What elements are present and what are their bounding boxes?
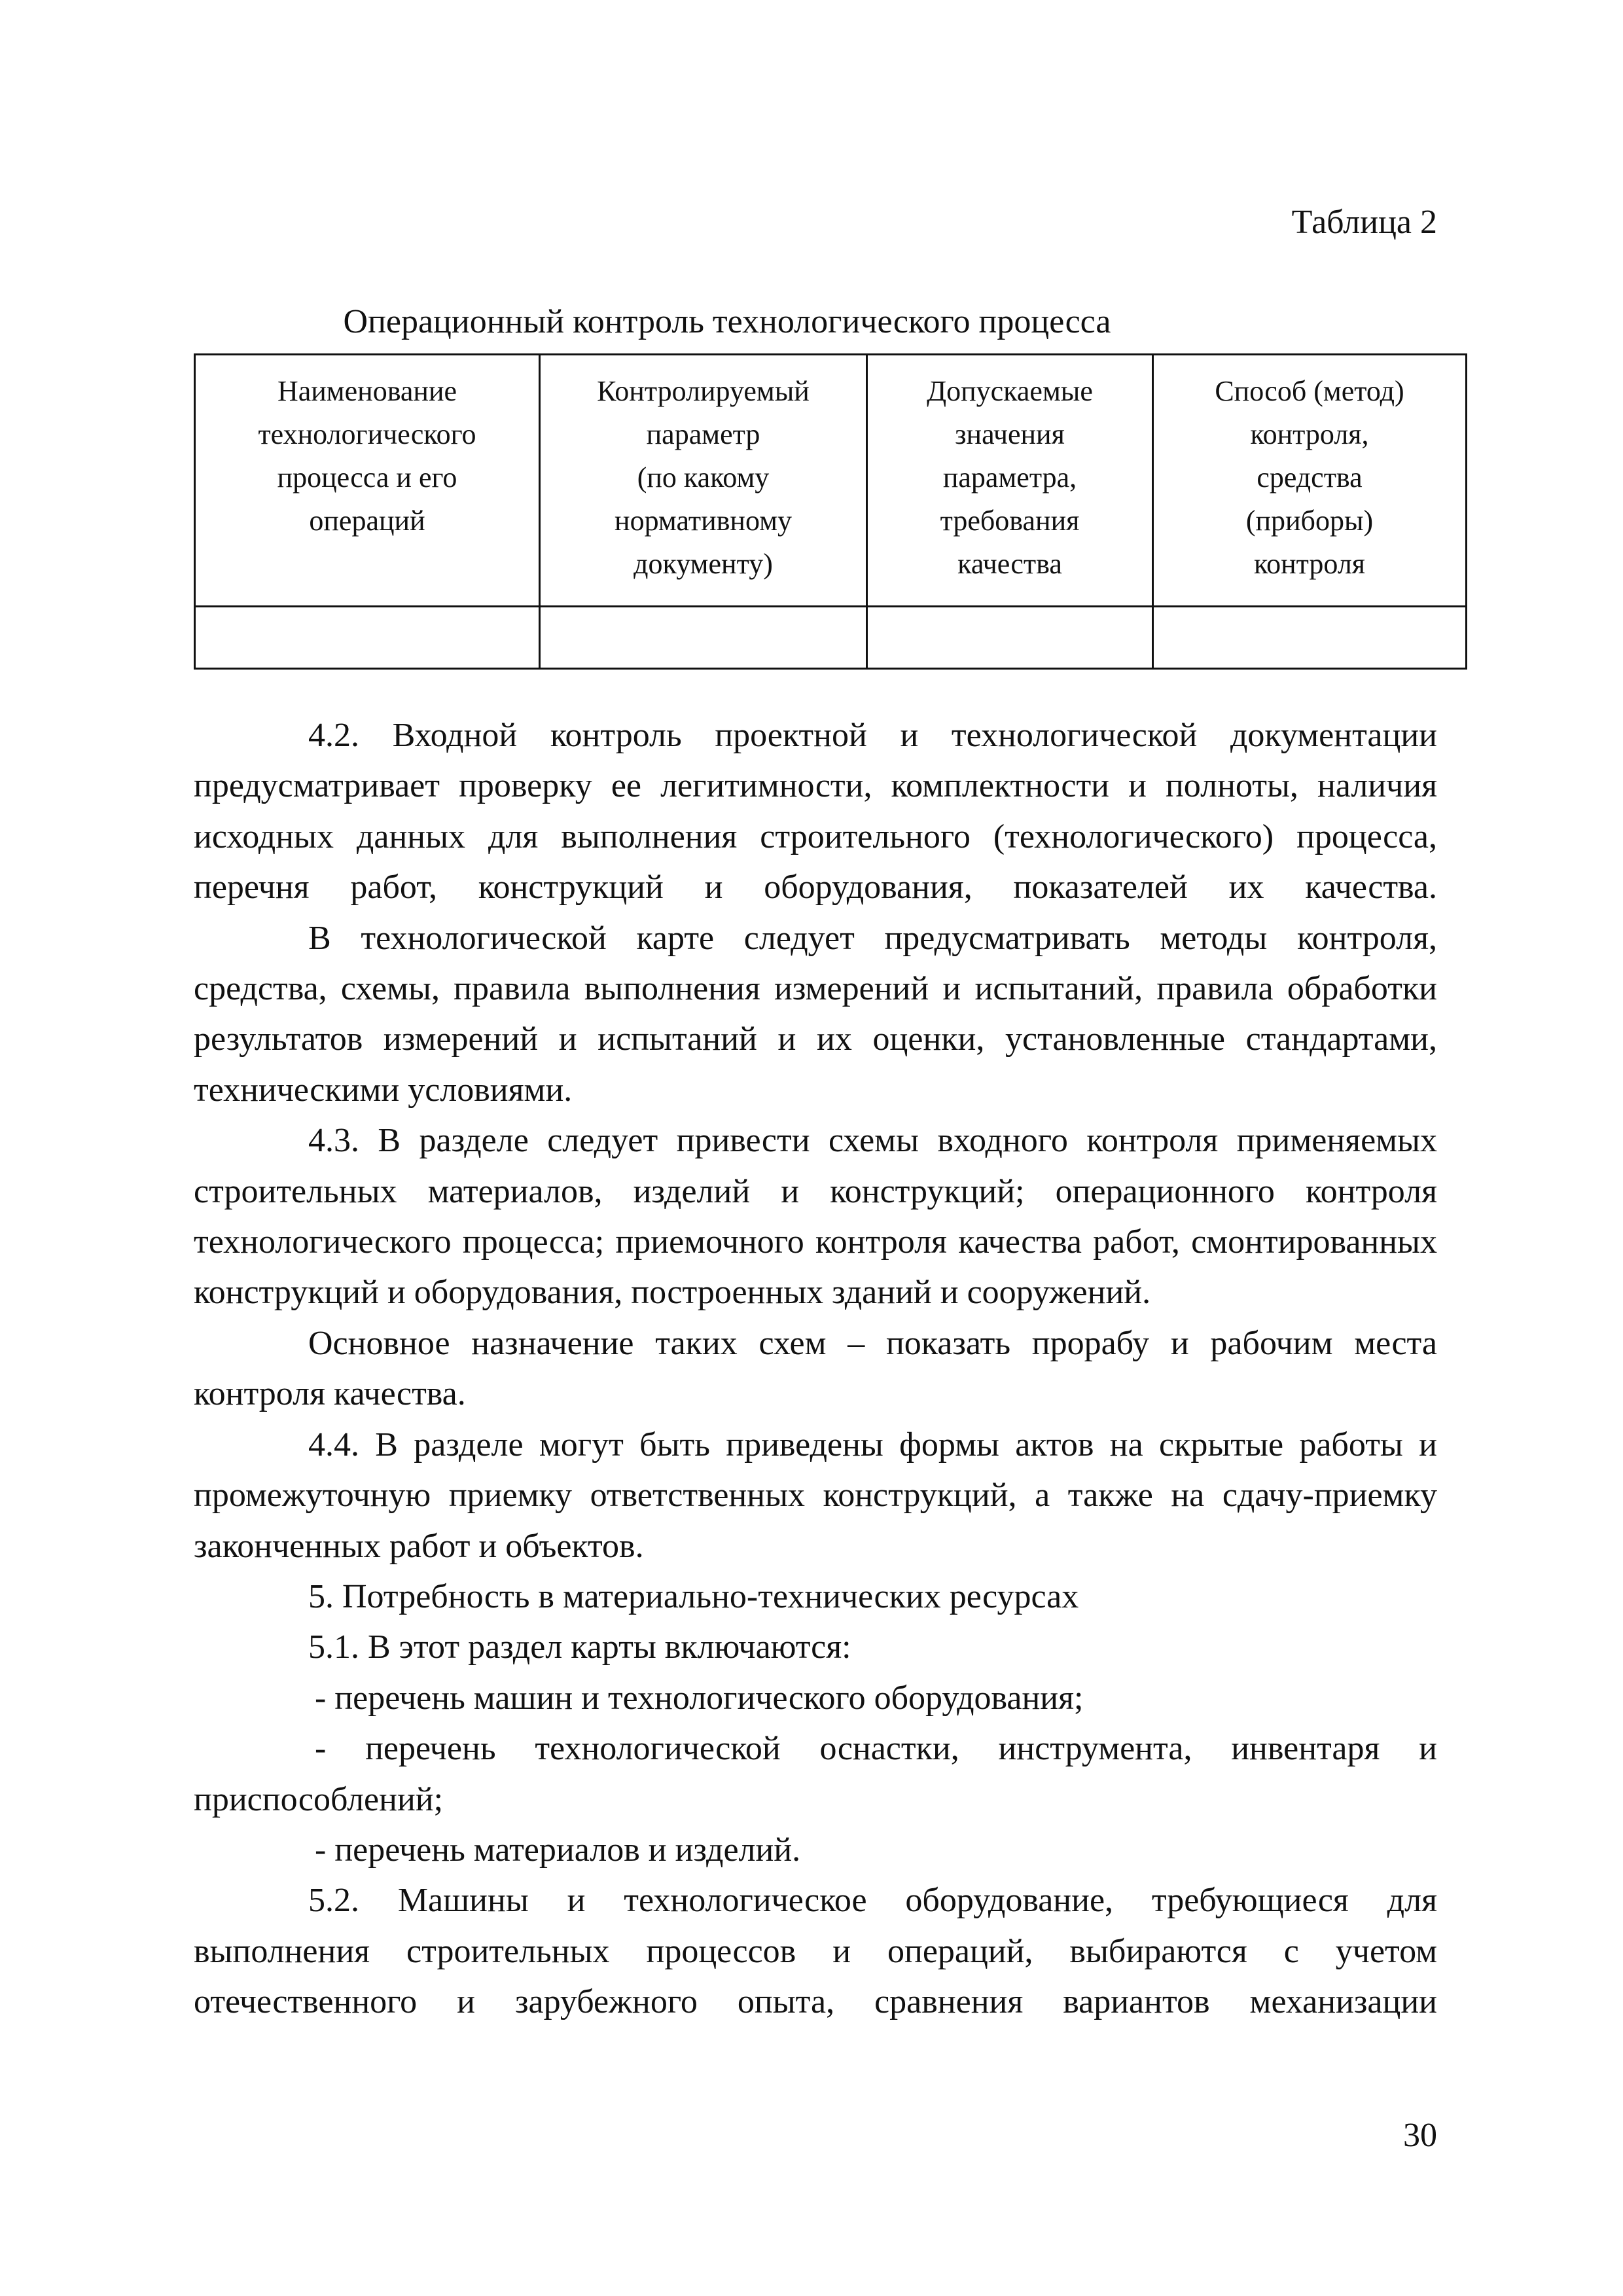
paragraph-5-1: 5.1. В этот раздел карты включаются: — [308, 1628, 851, 1666]
header-text: требования — [940, 505, 1080, 537]
paragraph-methods: В технологической карте следует предусматривать методы контроля, средства, схемы, правила выполнения измерений и испытаний, правила обработки результатов измерений и испытаний и их оценки, установленные стандартами, техническими условиями. — [194, 919, 1437, 1109]
paragraph-4-4: 4.4. В разделе могут быть приведены формы актов на скрытые работы и промежуточную приемку ответственных конструкций, а также на сдачу-приемку законченных работ и объектов. — [194, 1426, 1437, 1565]
header-text: значения — [955, 418, 1065, 450]
header-text: Контролируемый — [597, 375, 810, 407]
header-cell-controlled-parameter — [540, 355, 867, 607]
page-number: 30 — [1403, 2117, 1437, 2154]
header-text: контроля, — [1250, 418, 1369, 450]
header-cell-allowed-values — [867, 355, 1153, 607]
header-text: Допускаемые — [927, 375, 1093, 407]
header-text: технологического — [258, 418, 476, 450]
table-title: Операционный контроль технологического процесса — [343, 303, 1111, 340]
paragraph-4-2: 4.2. Входной контроль проектной и технологической документации предусматривает проверку ее легитимности, комплектности и полноты, наличия исходных данных для выполнения строительного (технологического) процесса, перечня работ, конструкций и оборудования, показателей их качества. — [194, 717, 1437, 906]
paragraph-5-2: 5.2. Машины и технологическое оборудование, требующиеся для выполнения строительных процессов и операций, выбираются с учетом отечественного и зарубежного опыта, сравнения вариантов механизации — [194, 1882, 1437, 2021]
table-label: Таблица 2 — [1291, 204, 1437, 241]
header-text: контроля — [1253, 548, 1366, 580]
paragraph-purpose: Основное назначение таких схем – показать прорабу и рабочим места контроля качества. — [194, 1324, 1437, 1413]
header-text: операций — [309, 505, 425, 537]
table-cell — [195, 607, 540, 669]
body-text — [194, 710, 1437, 2028]
header-text: параметра, — [942, 461, 1077, 493]
operational-control-table — [194, 353, 1467, 670]
paragraph-4-3: 4.3. В разделе следует привести схемы входного контроля применяемых строительных материалов, изделий и конструкций; операционного контроля технологического процесса; приемочного контроля качества работ, смонтированных конструкций и оборудования, построенных зданий и сооружений. — [194, 1122, 1437, 1312]
header-text: нормативному — [615, 505, 792, 537]
table-row — [195, 607, 1467, 669]
section-heading-5: 5. Потребность в материально-технических ресурсах — [308, 1577, 1079, 1615]
header-text: Способ (метод) — [1215, 375, 1404, 407]
header-text: параметр — [646, 418, 760, 450]
header-cell-process-name — [195, 355, 540, 607]
header-text: средства — [1257, 461, 1363, 493]
header-text: (приборы) — [1245, 505, 1374, 537]
list-item: - перечень технологической оснастки, инструмента, инвентаря и приспособлений; — [194, 1730, 1437, 1818]
header-text: (по какому — [637, 461, 770, 493]
header-text: процесса и его — [277, 461, 457, 493]
header-text: качества — [957, 548, 1062, 580]
table-cell — [867, 607, 1153, 669]
table-header-row — [195, 355, 1467, 607]
table-cell — [540, 607, 867, 669]
header-cell-control-method — [1153, 355, 1467, 607]
header-text: документу) — [633, 548, 773, 580]
table-cell — [1153, 607, 1467, 669]
list-item: - перечень материалов и изделий. — [315, 1831, 801, 1869]
list-item: - перечень машин и технологического оборудования; — [315, 1679, 1084, 1717]
header-text: Наименование — [277, 375, 457, 407]
